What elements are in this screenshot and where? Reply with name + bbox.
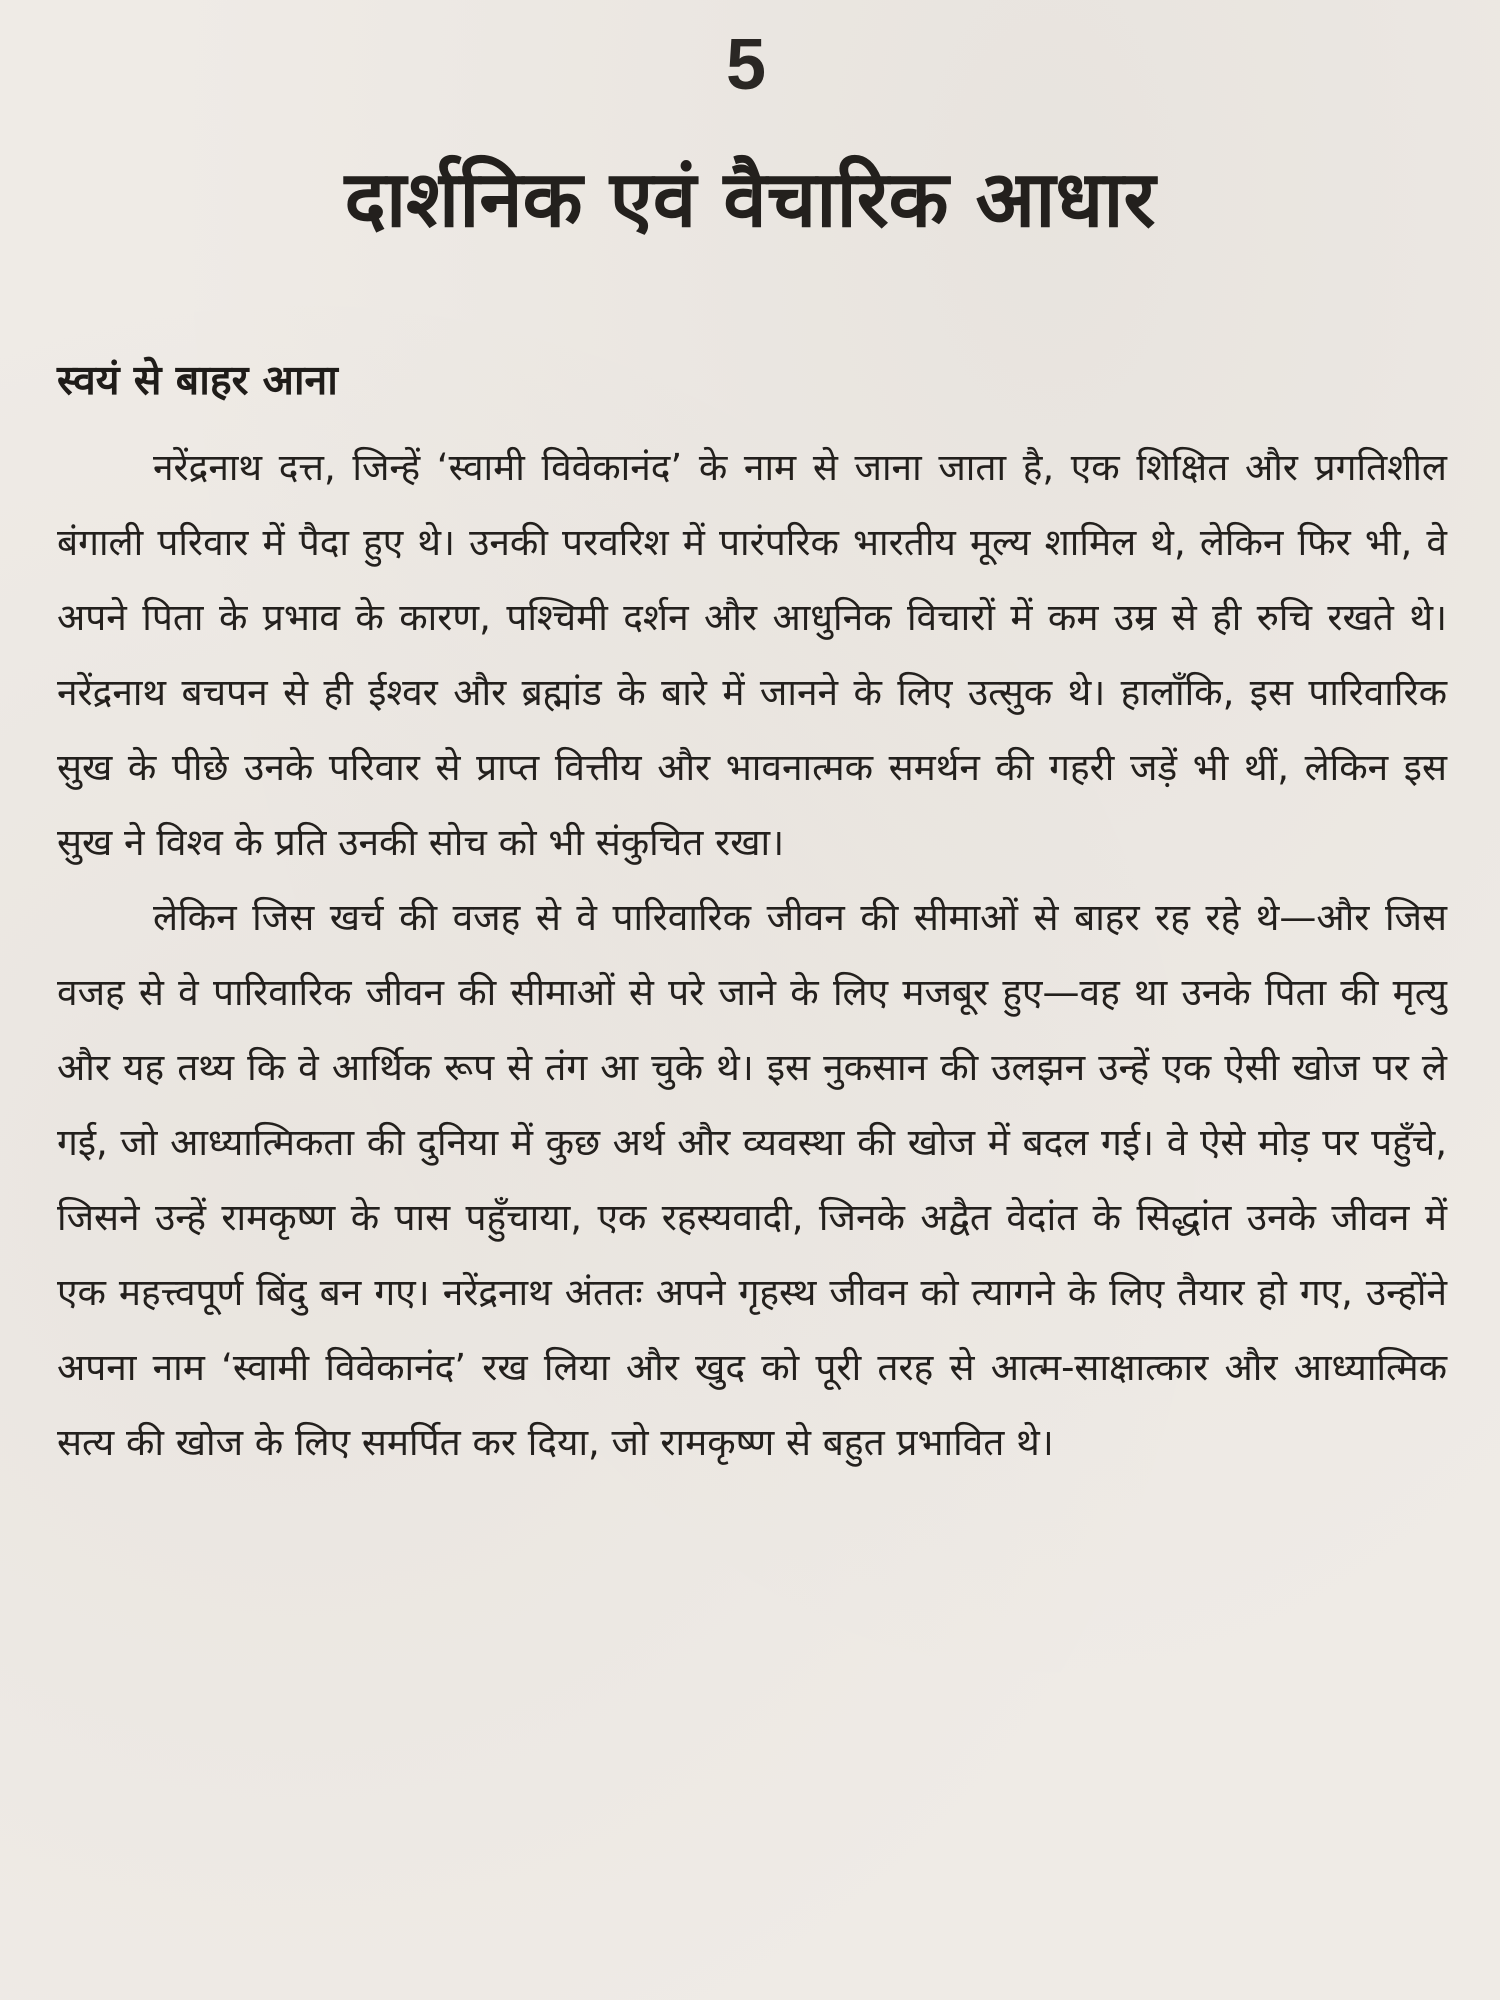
section-heading: स्वयं से बाहर आना <box>57 356 338 404</box>
chapter-title: दार्शनिक एवं वैचारिक आधार <box>344 155 1156 245</box>
chapter-number: 5 <box>725 25 767 105</box>
body-text <box>57 430 1447 1480</box>
paragraph-1: नरेंद्रनाथ दत्त, जिन्हें ‘स्वामी विवेकानंद’ के नाम से जाना जाता है, एक शिक्षित और प्रगतिशील बंगाली परिवार में पैदा हुए थे। उनकी परवरिश में पारंपरिक भारतीय मूल्य शामिल थे, लेकिन फिर भी, वे अपने पिता के प्रभाव के कारण, पश्चिमी दर्शन और आधुनिक विचारों में कम उम्र से ही रुचि रखते थे। नरेंद्रनाथ बचपन से ही ईश्वर और ब्रह्मांड के बारे में जानने के लिए उत्सुक थे। हालाँकि, इस पारिवारिक सुख के पीछे उनके परिवार से प्राप्त वित्तीय और भावनात्मक समर्थन की गहरी जड़ें भी थीं, लेकिन इस सुख ने विश्व के प्रति उनकी सोच को भी संकुचित रखा। <box>57 446 1447 864</box>
paragraph-2: लेकिन जिस खर्च की वजह से वे पारिवारिक जीवन की सीमाओं से बाहर रह रहे थे—और जिस वजह से वे पारिवारिक जीवन की सीमाओं से परे जाने के लिए मजबूर हुए—वह था उनके पिता की मृत्यु और यह तथ्य कि वे आर्थिक रूप से तंग आ चुके थे। इस नुकसान की उलझन उन्हें एक ऐसी खोज पर ले गई, जो आध्यात्मिकता की दुनिया में कुछ अर्थ और व्यवस्था की खोज में बदल गई। वे ऐसे मोड़ पर पहुँचे, जिसने उन्हें रामकृष्ण के पास पहुँचाया, एक रहस्यवादी, जिनके अद्वैत वेदांत के सिद्धांत उनके जीवन में एक महत्त्वपूर्ण बिंदु बन गए। नरेंद्रनाथ अंततः अपने गृहस्थ जीवन को त्यागने के लिए तैयार हो गए, उन्होंने अपना नाम ‘स्वामी विवेकानंद’ रख लिया और खुद को पूरी तरह से आत्म-साक्षात्कार और आध्यात्मिक सत्य की खोज के लिए समर्पित कर दिया, जो रामकृष्ण से बहुत प्रभावित थे। <box>57 896 1447 1464</box>
